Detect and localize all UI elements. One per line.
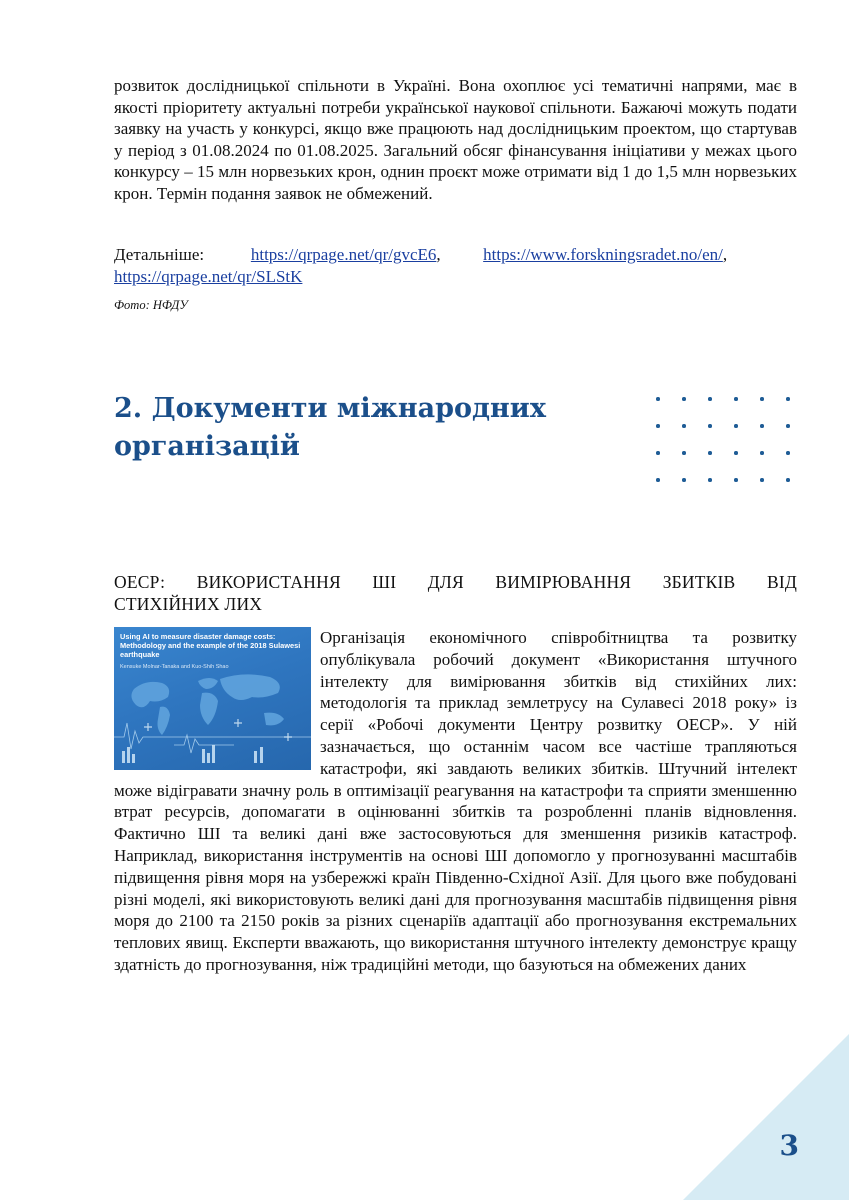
decorative-corner-triangle	[683, 1034, 849, 1200]
intro-paragraph: розвиток дослідницької спільноти в Україні. Вона охоплює усі тематичні напрями, має в якості пріоритету актуальні потреби української наукової спільноти. Бажаючі можуть подати заявку на участь у конкурсі, якщо вже працюють над дослідницьким проектом, що стартував у період з 01.08.2024 по 01.08.2025. Загальний обсяг фінансування ініціативи у межах цього конкурсу – 15 млн норвезьких крон, однин проєкт може отримати від 1 до 1,5 млн норвезьких крон. Термін подання заявок не обмежений.	[114, 76, 797, 203]
article-title	[114, 571, 797, 615]
section-title: 2. Документи міжнародних організацій	[114, 393, 546, 462]
details-links: Детальніше: https://qrpage.net/qr/gvcE6, https://www.forskningsradet.no/en/, https://qrpage.net/qr/SLStK	[114, 245, 728, 286]
decorative-dot-grid	[651, 392, 801, 492]
details-label: Детальніше:	[114, 245, 205, 264]
article-body-text: Організація економічного співробітництва та розвитку опублікувала робочий документ «Використання штучного інтелекту для вимірювання збитків від стихійних лих: методологія та приклад землетрусу на Сулавесі 2018 року» із серії «Робочі документи Центру розвитку ОЕСР». У ній зазначається, що останнім часом все частіше трапляються катастрофи, які завдають великих збитків. Штучний інтелект може відігравати значну роль в оптимізації реагування на катастрофи та сприяти зменшенню втрат ресурсів, допомагати в оцінюванні збитків та розробленні планів відновлення. Фактично ШІ та великі дані вже застосовуються для зменшення ризиків катастроф. Наприклад, використання інструментів на основі ШІ допомогло у прогнозуванні масштабів підвищення рівня моря на узбережжі країн Південно-Східної Азії. Для цього вже побудовані різні моделі, які використовують великі дані для прогнозування масштабів підвищення рівня моря до 2100 та 2150 років за різних сценаріїв адаптації або прогнозування екстремальних теплових явищ. Експерти вважають, що використання штучного інтелекту демонструє кращу здатність до прогнозування, ніж традиційні методи, що базуються на обмежених даних	[114, 628, 797, 974]
link-qrpage-gvce6[interactable]: https://qrpage.net/qr/gvcE6	[250, 245, 437, 264]
link-qrpage-slstk[interactable]: https://qrpage.net/qr/SLStK	[114, 267, 303, 286]
article-title-line1: ОЕСР: ВИКОРИСТАННЯ ШІ ДЛЯ ВИМІРЮВАННЯ ЗБИТКІВ ВІД	[114, 572, 797, 592]
link-forskningsradet[interactable]: https://www.forskningsradet.no/en/	[483, 245, 723, 264]
report-cover-authors: Kensuke Molnar-Tanaka and Kuo-Shih Shao	[120, 664, 229, 670]
photo-caption: Фото: НФДУ	[114, 298, 188, 312]
page-number: 3	[779, 1129, 799, 1162]
report-cover-title: Using AI to measure disaster damage costs: Methodology and the example of the 2018 Sulawesi earthquake	[120, 632, 301, 659]
article-title-line2: СТИХІЙНИХ ЛИХ	[114, 594, 263, 614]
report-cover-thumbnail	[114, 627, 311, 770]
